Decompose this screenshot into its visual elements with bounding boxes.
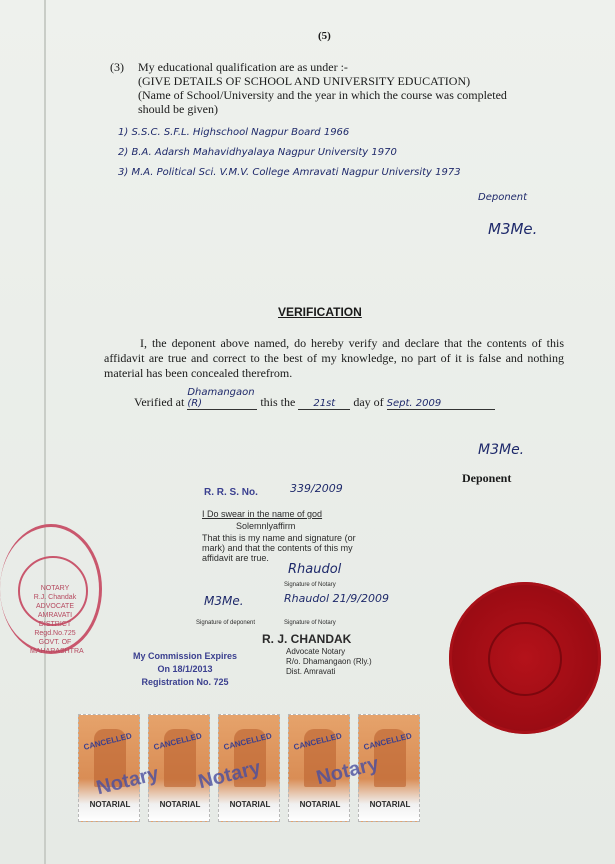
verification-text: I, the deponent above named, do hereby verify and declare that the contents of this affidavit are true and correct to the best of my knowledge, no part of it is false and nothing material has been concealed therefrom.: [104, 336, 564, 380]
qualification-line4: should be given): [138, 102, 218, 116]
education-entry: 3) M.A. Political Sci. V.M.V. College Amravati Nagpur University 1973: [118, 167, 461, 178]
notarial-label: NOTARIAL: [369, 800, 411, 809]
day-of-label: day of: [353, 395, 384, 409]
notary-address-line3: Dist. Amravati: [286, 667, 336, 676]
qualification-heading: [138, 60, 558, 116]
notary-address-line1: Advocate Notary: [286, 647, 346, 656]
cancelled-overprint: CANCELLED: [362, 731, 413, 752]
verified-place: Dhamangaon (R): [187, 387, 257, 410]
education-entry: 1) S.S.C. S.F.L. Highschool Nagpur Board 1966: [118, 127, 350, 138]
notary-overprint: Notary: [196, 756, 263, 794]
swear-line: I Do swear in the name of god: [202, 509, 323, 519]
cancelled-overprint: CANCELLED: [82, 731, 133, 752]
cancelled-overprint: CANCELLED: [292, 731, 343, 752]
notary-overprint: Notary: [314, 752, 381, 790]
notarial-label: NOTARIAL: [159, 800, 201, 809]
verified-month-year: Sept. 2009: [387, 398, 495, 410]
page-fold: [44, 0, 46, 864]
deponent-signature: M3Me.: [204, 594, 244, 608]
qualification-line1: My educational qualification are as under :-: [138, 60, 348, 74]
commission-line2: On 18/1/2013: [157, 664, 213, 674]
signature-of-notary-label: Signature of Notary: [284, 620, 336, 626]
solemn-line: Solemnlyaffirm: [236, 521, 296, 531]
rs-label: R. R. S. No.: [204, 487, 258, 498]
notary-name: R. J. CHANDAK: [262, 632, 352, 646]
commission-block: [110, 650, 260, 689]
verified-at-label: Verified at: [134, 395, 185, 409]
commission-line3: Registration No. 725: [141, 677, 229, 687]
signature-of-notary-label: Signature of Notary: [284, 582, 336, 588]
verified-day: 21st: [298, 398, 350, 410]
deponent-label: Deponent: [462, 471, 512, 485]
notary-overprint: Notary: [94, 762, 161, 800]
notary-round-stamp-text: [30, 584, 84, 656]
qualification-line2: (GIVE DETAILS OF SCHOOL AND UNIVERSITY EDUCATION): [138, 74, 471, 88]
qualification-number: (3): [110, 60, 124, 74]
notary-signature: Rhaudol: [288, 562, 342, 577]
round-stamp-center: R.J. Chandak ADVOCATE AMRAVATI DISTRICT Regd.No.725: [33, 594, 77, 637]
notary-address: [286, 647, 372, 677]
notarial-label: NOTARIAL: [299, 800, 341, 809]
notarial-stamp: [148, 714, 210, 822]
cancelled-overprint: CANCELLED: [152, 731, 203, 752]
deponent-signature: M3Me.: [488, 220, 538, 238]
deponent-label-handwritten: Deponent: [478, 192, 528, 203]
affirmation-text: That this is my name and signature (or mark) and that the contents of this my affidavit are true.: [202, 533, 356, 563]
deponent-signature: M3Me.: [478, 442, 525, 458]
rs-number: 339/2009: [290, 482, 343, 495]
round-stamp-bottom: GOVT. OF MAHARASHTRA: [30, 639, 84, 655]
page-number: (5): [318, 30, 331, 42]
round-stamp-top: NOTARY: [40, 585, 70, 592]
qualification-line3: (Name of School/University and the year in which the course was completed: [138, 88, 507, 102]
commission-line1: My Commission Expires: [132, 651, 238, 661]
cancelled-overprint: CANCELLED: [222, 731, 273, 752]
notarial-stamps: [78, 714, 423, 824]
this-the-label: this the: [260, 395, 296, 409]
verification-title: VERIFICATION: [278, 305, 362, 319]
notarial-label: NOTARIAL: [89, 800, 131, 809]
education-entry: 2) B.A. Adarsh Mahavidhyalaya Nagpur University 1970: [118, 147, 397, 158]
notarial-label: NOTARIAL: [229, 800, 271, 809]
signature-of-deponent-label: Signature of deponent: [196, 620, 256, 626]
red-wax-seal-inner: [488, 622, 562, 696]
notary-address-line2: R/o. Dhamangaon (Rly.): [286, 657, 372, 666]
verified-line: [134, 387, 495, 410]
notary-signature-dated: Rhaudol 21/9/2009: [284, 592, 389, 605]
